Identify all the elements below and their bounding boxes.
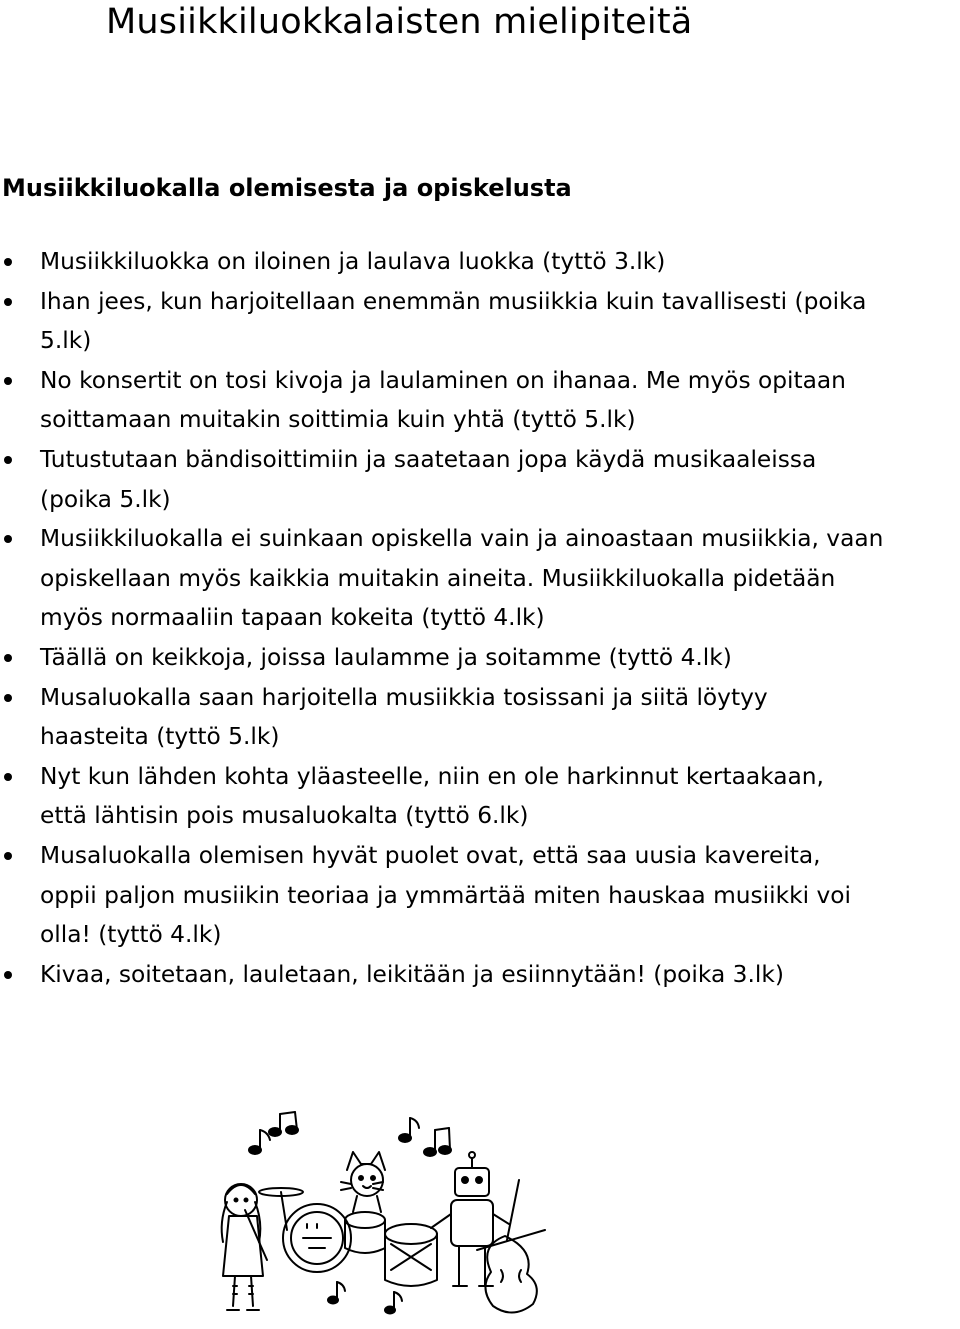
list-item-text: Kivaa, soitetaan, lauletaan, leikitään ja esiinnytään! (poika 3.lk) (40, 960, 784, 988)
list-item (0, 955, 960, 995)
list-item-text: Nyt kun lähden kohta yläasteelle, niin en ole harkinnut kertaakaan, että lähtisin pois musaluokalta (tyttö 6.lk) (40, 762, 824, 830)
list-item (0, 836, 960, 955)
music-note-icon (249, 1130, 270, 1154)
robot-figure-icon (431, 1152, 509, 1286)
list-item (0, 361, 960, 440)
page-title: Musiikkiluokkalaisten mielipiteitä (106, 2, 693, 42)
bullet-icon (4, 694, 12, 702)
music-note-icon (269, 1112, 298, 1136)
list-item (0, 282, 960, 361)
bullet-icon (4, 654, 12, 662)
music-note-icon (328, 1282, 345, 1304)
list-item (0, 242, 960, 282)
list-item (0, 638, 960, 678)
bullet-icon (4, 258, 12, 266)
list-item-text: Musiikkiluokka on iloinen ja laulava luokka (tyttö 3.lk) (40, 248, 666, 275)
bullet-icon (4, 852, 12, 860)
list-item (0, 757, 960, 836)
list-item-text: Musiikkiluokalla ei suinkaan opiskella vain ja ainoastaan musiikkia, vaan opiskellaan myös kaikkia muitakin aineita. Musiikkiluokalla pidetään myös normaaliin tapaan kokeita (tyttö 4.lk) (40, 525, 884, 632)
list-item-text: Täällä on keikkoja, joissa laulamme ja soitamme (tyttö 4.lk) (40, 643, 732, 671)
bullet-icon (4, 971, 12, 979)
list-item-text: No konsertit on tosi kivoja ja laulaminen on ihanaa. Me myös opitaan soittamaan muitakin soittimia kuin yhtä (tyttö 5.lk) (40, 366, 846, 434)
girl-figure-icon (222, 1184, 267, 1310)
list-item-text: Musaluokalla saan harjoitella musiikkia tosissani ja siitä löytyy haasteita (tyttö 5.lk) (40, 683, 768, 751)
list-item (0, 440, 960, 519)
list-item (0, 678, 960, 757)
bullet-icon (4, 377, 12, 385)
music-note-icon (424, 1128, 451, 1156)
music-band-illustration-icon (215, 1110, 555, 1329)
music-note-icon (385, 1292, 402, 1314)
list-item-text: Musaluokalla olemisen hyvät puolet ovat, että saa uusia kavereita, oppii paljon musiikin teoriaa ja ymmärtää miten hauskaa musiikki voi olla! (tyttö 4.lk) (40, 841, 851, 949)
bullet-icon (4, 773, 12, 781)
drum-kit-icon (259, 1188, 437, 1286)
bullet-icon (4, 535, 12, 543)
bullet-icon (4, 298, 12, 306)
bullet-icon (4, 456, 12, 464)
opinion-list (0, 242, 960, 994)
cat-figure-icon (341, 1152, 385, 1212)
list-item-text: Tutustutaan bändisoittimiin ja saatetaan jopa käydä musikaaleissa (poika 5.lk) (40, 445, 817, 513)
list-item-text: Ihan jees, kun harjoitellaan enemmän musiikkia kuin tavallisesti (poika 5.lk) (40, 287, 867, 355)
list-item (0, 519, 960, 638)
section-heading: Musiikkiluokalla olemisesta ja opiskelusta (2, 174, 572, 202)
music-note-icon (399, 1118, 419, 1142)
